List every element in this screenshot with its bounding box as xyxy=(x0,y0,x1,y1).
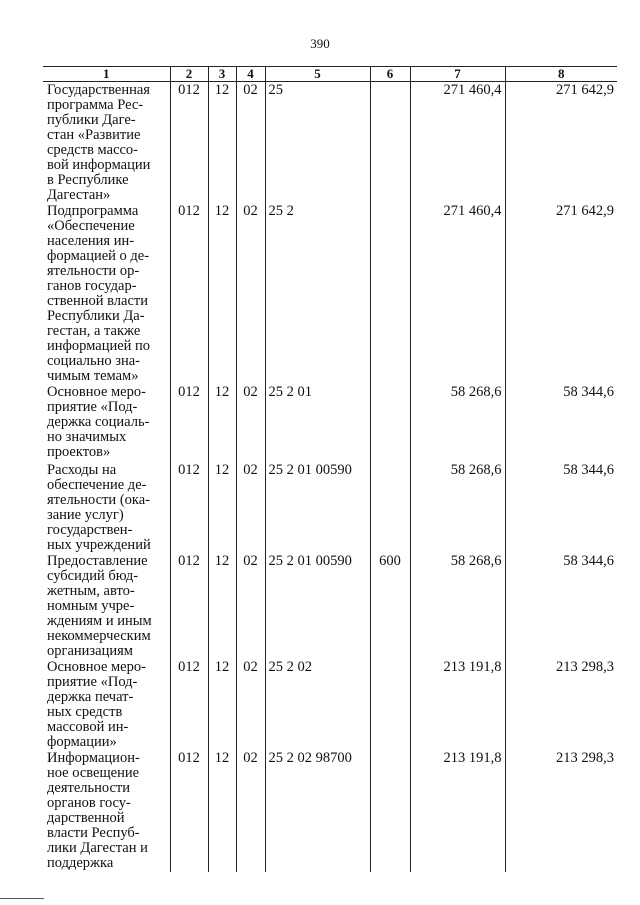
row-name-cell xyxy=(43,659,170,750)
row-amount-2020: 213 298,3 xyxy=(505,750,617,872)
row-name-cell xyxy=(43,462,170,553)
row-ministry: 012 xyxy=(170,82,208,204)
table-row xyxy=(43,750,617,872)
row-section: 12 xyxy=(208,553,236,659)
table-row xyxy=(43,384,617,462)
row-name: Предоставление субсидий бюд- жетным, авто- номным учре- ждениям и иным некоммерческим организациям xyxy=(47,553,152,659)
row-section: 12 xyxy=(208,659,236,750)
table-row xyxy=(43,462,617,553)
row-amount-2019: 213 191,8 xyxy=(410,750,505,872)
row-name: Основное меро- приятие «Под- держка печат- ных средств массовой ин- формации» xyxy=(47,659,146,750)
row-amount-2020: 271 642,9 xyxy=(505,203,617,384)
column-header-amount-2020: 8 xyxy=(505,67,617,82)
row-target: 25 2 01 00590 xyxy=(265,462,370,553)
row-amount-2020: 58 344,6 xyxy=(505,553,617,659)
row-name-cell xyxy=(43,750,170,872)
row-section: 12 xyxy=(208,750,236,872)
row-amount-2019: 213 191,8 xyxy=(410,659,505,750)
row-amount-2020: 58 344,6 xyxy=(505,384,617,462)
table-header-row xyxy=(43,67,617,82)
row-name-cell xyxy=(43,203,170,384)
row-subsection: 02 xyxy=(236,203,265,384)
column-header-amount-2019: 7 xyxy=(410,67,505,82)
row-name-cell xyxy=(43,553,170,659)
row-name: Государственная программа Рес- публики Даге- стан «Развитие средств массо- вой информации в Республике Дагестан» xyxy=(47,82,151,203)
budget-table xyxy=(43,66,617,872)
row-subsection: 02 xyxy=(236,659,265,750)
row-ministry: 012 xyxy=(170,750,208,872)
column-header-expense-type: 6 xyxy=(370,67,410,82)
row-name-cell xyxy=(43,384,170,462)
row-ministry: 012 xyxy=(170,384,208,462)
row-subsection: 02 xyxy=(236,82,265,204)
page-edge-mark xyxy=(0,898,44,899)
row-name-cell xyxy=(43,82,170,204)
row-ministry: 012 xyxy=(170,462,208,553)
row-section: 12 xyxy=(208,462,236,553)
row-section: 12 xyxy=(208,384,236,462)
row-expense-type xyxy=(370,82,410,204)
row-name: Расходы на обеспечение де- ятельности (ока- зание услуг) государствен- ных учреждений xyxy=(47,462,151,553)
row-amount-2020: 213 298,3 xyxy=(505,659,617,750)
row-expense-type: 600 xyxy=(370,553,410,659)
page-number: 390 xyxy=(310,36,330,51)
row-section: 12 xyxy=(208,82,236,204)
row-ministry: 012 xyxy=(170,203,208,384)
row-name: Основное меро- приятие «Под- держка социаль- но значимых проектов» xyxy=(47,384,150,460)
row-amount-2020: 271 642,9 xyxy=(505,82,617,204)
row-target: 25 2 02 98700 xyxy=(265,750,370,872)
row-amount-2019: 58 268,6 xyxy=(410,384,505,462)
table-row xyxy=(43,553,617,659)
column-header-target: 5 xyxy=(265,67,370,82)
row-target: 25 2 01 00590 xyxy=(265,553,370,659)
row-section: 12 xyxy=(208,203,236,384)
table-row xyxy=(43,82,617,204)
row-amount-2019: 271 460,4 xyxy=(410,203,505,384)
row-ministry: 012 xyxy=(170,553,208,659)
row-amount-2019: 58 268,6 xyxy=(410,462,505,553)
row-expense-type xyxy=(370,203,410,384)
row-subsection: 02 xyxy=(236,750,265,872)
table-row xyxy=(43,659,617,750)
row-expense-type xyxy=(370,462,410,553)
row-target: 25 2 02 xyxy=(265,659,370,750)
row-subsection: 02 xyxy=(236,384,265,462)
row-name: Подпрограмма «Обеспечение населения ин- формацией о де- ятельности ор- ганов государ- ственной власти Республики Да- гестан, а также информацией по социально зна- чимым темам» xyxy=(47,203,151,384)
row-name: Информацион- ное освещение деятельности органов госу- дарственной власти Респуб- лики Дагестан и поддержка xyxy=(47,750,148,871)
row-amount-2019: 58 268,6 xyxy=(410,553,505,659)
row-expense-type xyxy=(370,750,410,872)
column-header-subsection: 4 xyxy=(236,67,265,82)
row-subsection: 02 xyxy=(236,462,265,553)
row-ministry: 012 xyxy=(170,659,208,750)
row-expense-type xyxy=(370,659,410,750)
row-expense-type xyxy=(370,384,410,462)
row-amount-2019: 271 460,4 xyxy=(410,82,505,204)
column-header-section: 3 xyxy=(208,67,236,82)
row-target: 25 2 xyxy=(265,203,370,384)
table-row xyxy=(43,203,617,384)
column-header-name: 1 xyxy=(43,67,170,82)
row-amount-2020: 58 344,6 xyxy=(505,462,617,553)
row-target: 25 2 01 xyxy=(265,384,370,462)
row-subsection: 02 xyxy=(236,553,265,659)
row-target: 25 xyxy=(265,82,370,204)
column-header-ministry: 2 xyxy=(170,67,208,82)
